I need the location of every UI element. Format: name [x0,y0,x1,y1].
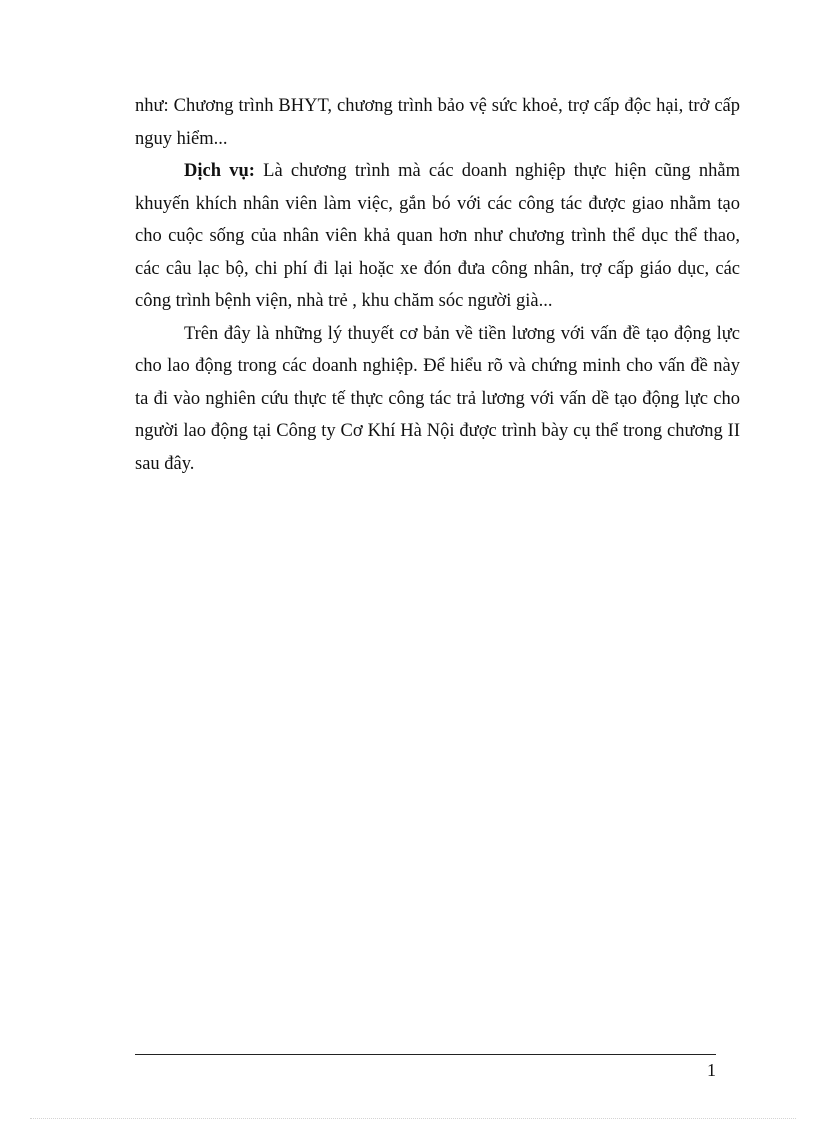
paragraph-text: Là chương trình mà các doanh nghiệp thực hiện cũng nhằm khuyến khích nhân viên làm việc, gắn bó với các công tác được giao nhằm tạo cho cuộc sống của nhân viên khả quan hơn như chương trình thể dục thể thao, các câu lạc bộ, chi phí đi lại hoặc xe đón đưa công nhân, trợ cấp giáo dục, các công trình bệnh viện, nhà trẻ , khu chăm sóc người già... [135,161,741,311]
paragraph-text: Trên đây là những lý thuyết cơ bản về tiền lương với vấn đề tạo động lực cho lao động trong các doanh nghiệp. Để hiểu rõ và chứng minh cho vấn đề này ta đi vào nghiên cứu thực tế thực công tác trả lương với vấn dề tạo động lực cho người lao động tại Công ty Cơ Khí Hà Nội được trình bày cụ thể trong chương II sau đây. [135,323,740,474]
paragraph-lead-services: Dịch vụ: [184,161,255,181]
paragraph-services [135,155,740,318]
paragraph-summary [135,318,740,481]
page-body [135,90,740,480]
footer-divider [135,1054,716,1055]
paragraph-text: như: Chương trình BHYT, chương trình bảo vệ sức khoẻ, trợ cấp độc hại, trở cấp nguy hiểm... [135,96,740,149]
paragraph-continuation [135,90,740,155]
page-bottom-border [30,1118,796,1119]
page-number: 1 [707,1060,716,1080]
